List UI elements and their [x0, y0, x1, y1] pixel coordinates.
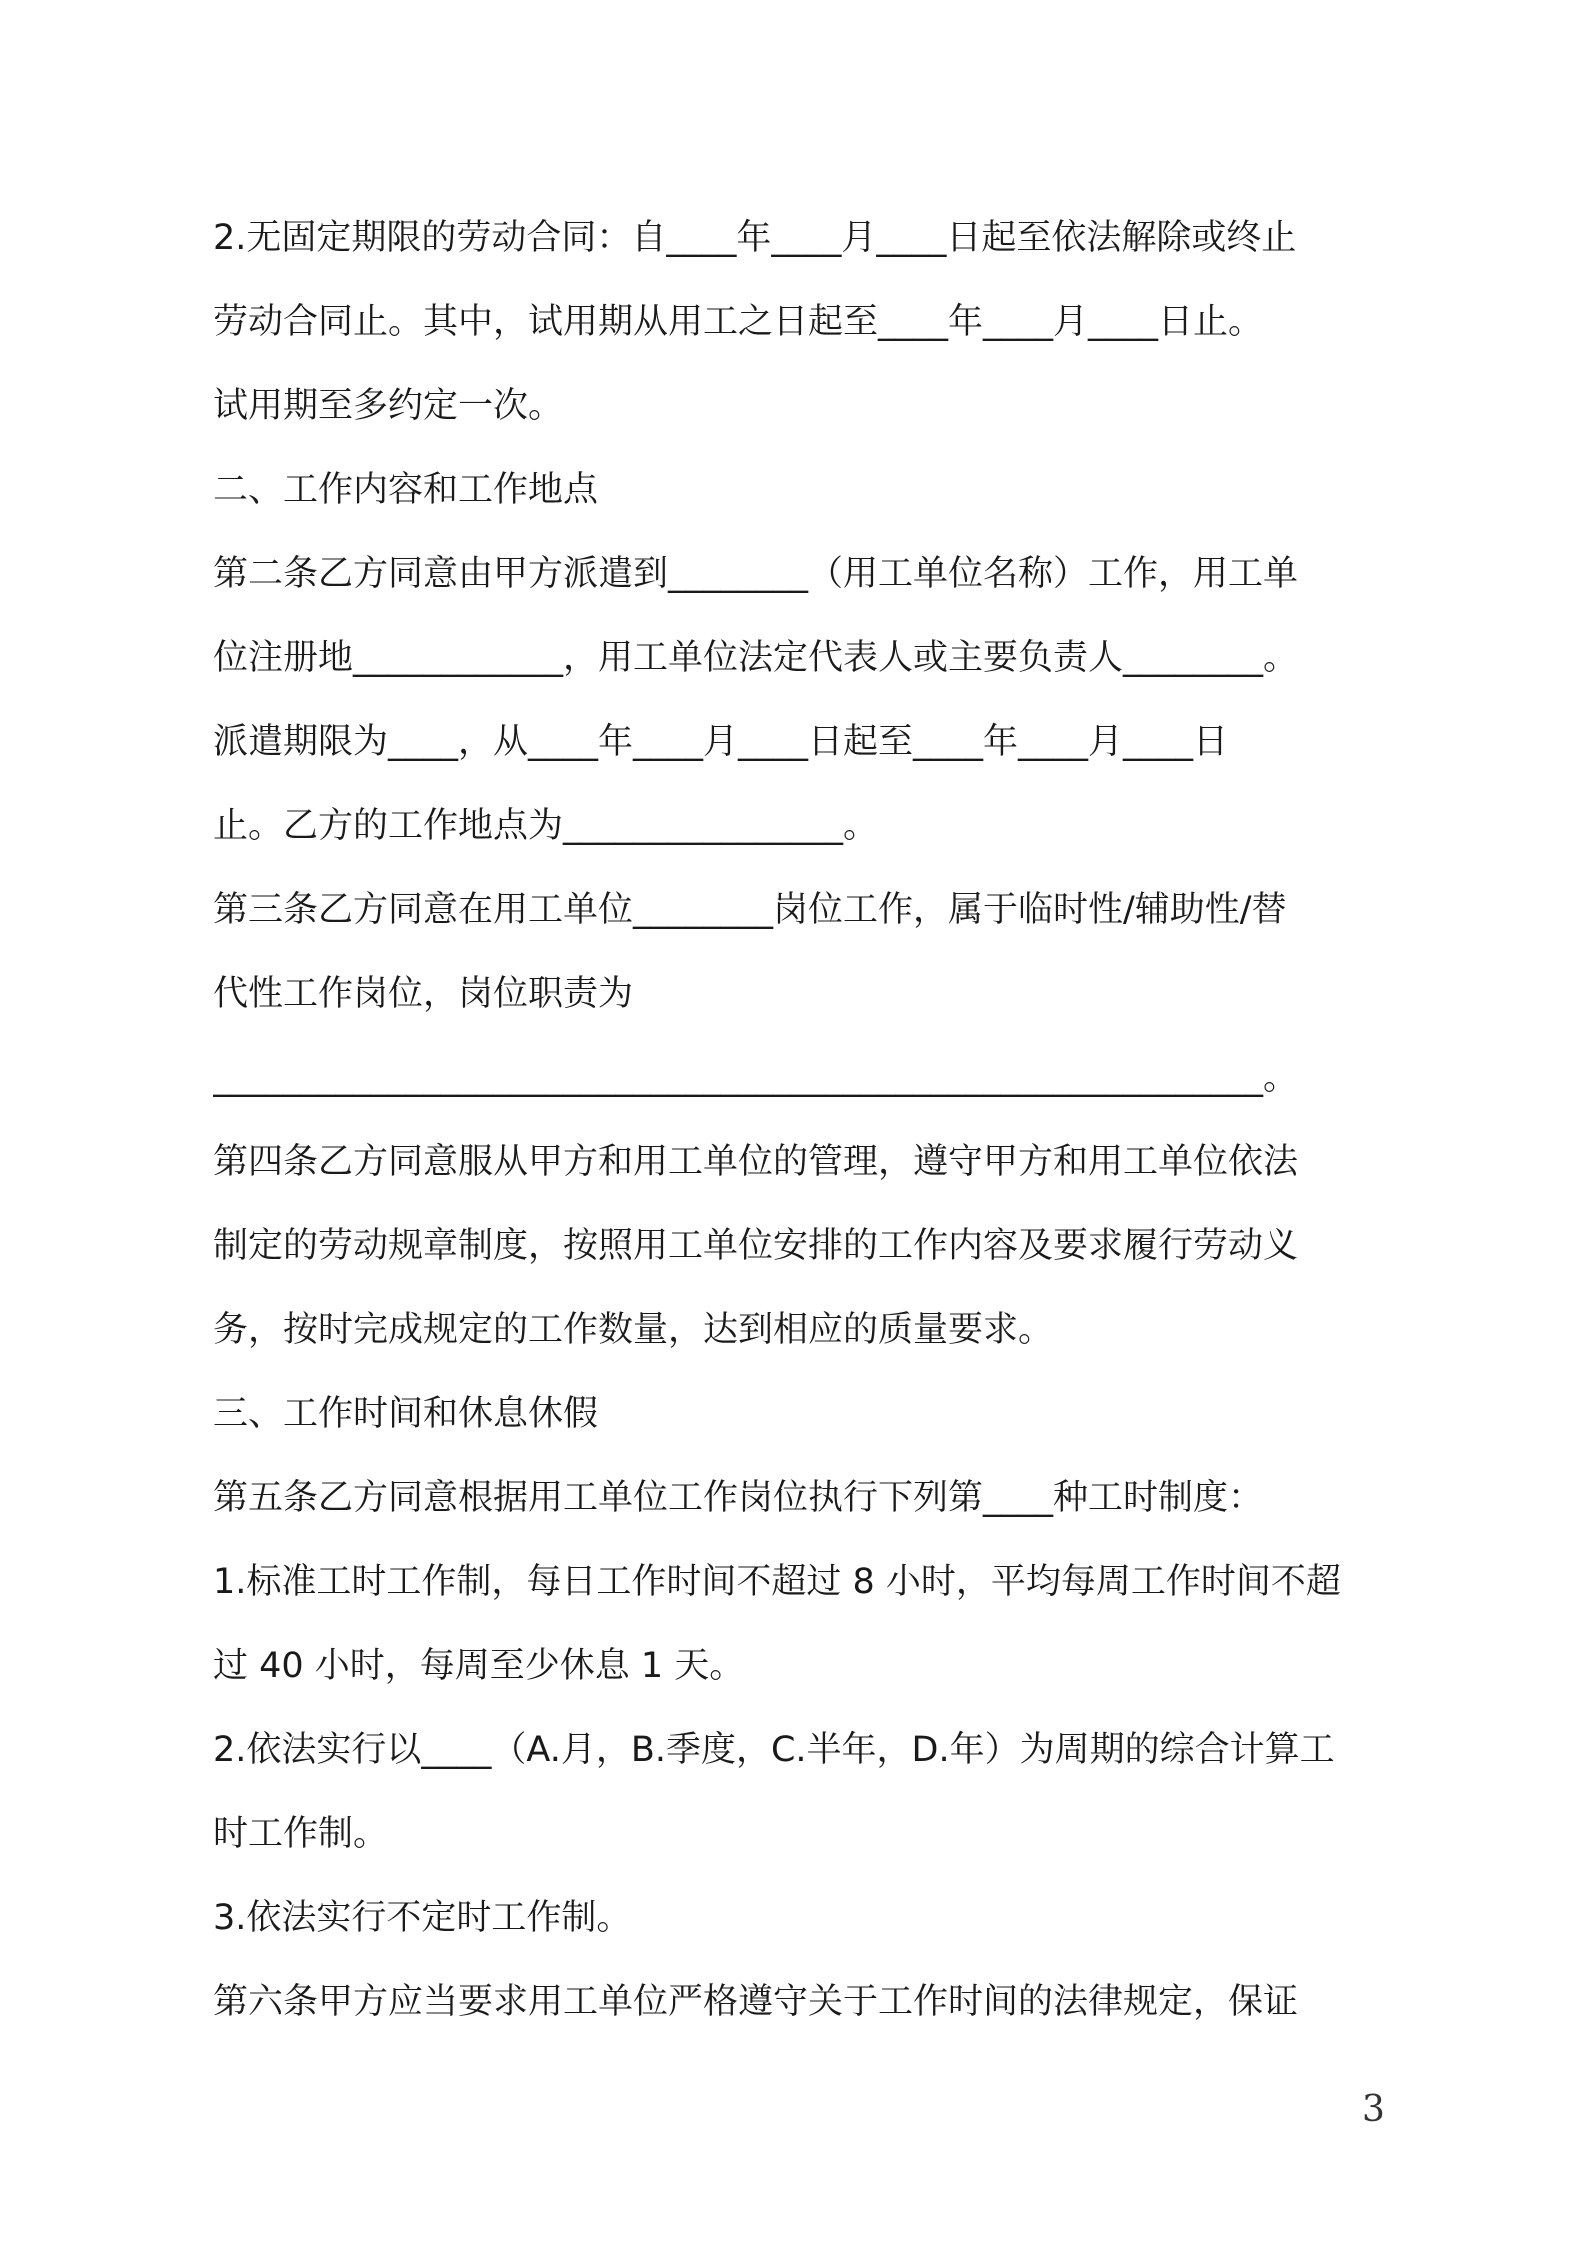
text-line: 2.依法实行以____（A.月，B.季度，C.半年，D.年）为周期的综合计算工: [213, 1730, 1335, 1770]
text-line: 时工作制。: [213, 1814, 389, 1854]
text-line: 第五条乙方同意根据用工单位工作岗位执行下列第____种工时制度：: [213, 1478, 1264, 1518]
text-line: 第四条乙方同意服从甲方和用工单位的管理，遵守甲方和用工单位依法: [213, 1142, 1299, 1182]
text-line: 派遣期限为____，从____年____月____日起至____年____月____日: [213, 722, 1229, 762]
text-line: 二、工作内容和工作地点: [213, 470, 599, 510]
text-line: 第六条甲方应当要求用工单位严格遵守关于工作时间的法律规定，保证: [213, 1982, 1299, 2022]
text-line: 代性工作岗位，岗位职责为: [213, 974, 634, 1014]
text-line: 试用期至多约定一次。: [213, 386, 564, 426]
text-line: 位注册地____________，用工单位法定代表人或主要负责人________。: [213, 638, 1299, 678]
text-line: 制定的劳动规章制度，按照用工单位安排的工作内容及要求履行劳动义: [213, 1226, 1299, 1266]
text-line: 止。乙方的工作地点为________________。: [213, 806, 879, 846]
text-line: 三、工作时间和休息休假: [213, 1394, 599, 1434]
document-body: [213, 196, 1403, 2044]
text-line: 务，按时完成规定的工作数量，达到相应的质量要求。: [213, 1310, 1054, 1350]
text-line: 1.标准工时工作制，每日工作时间不超过 8 小时，平均每周工作时间不超: [213, 1562, 1341, 1602]
text-line: 3.依法实行不定时工作制。: [213, 1898, 632, 1938]
text-line: 劳动合同止。其中，试用期从用工之日起至____年____月____日止。: [213, 302, 1264, 342]
page-number: 3: [1362, 2089, 1385, 2130]
text-line: 第二条乙方同意由甲方派遣到________（用工单位名称）工作，用工单: [213, 554, 1299, 594]
text-line: ____________________________________________________________。: [213, 1058, 1299, 1098]
text-line: 2.无固定期限的劳动合同：自____年____月____日起至依法解除或终止: [213, 218, 1297, 258]
text-line: 第三条乙方同意在用工单位________岗位工作，属于临时性/辅助性/替: [213, 890, 1287, 930]
text-line: 过 40 小时，每周至少休息 1 天。: [213, 1646, 745, 1686]
